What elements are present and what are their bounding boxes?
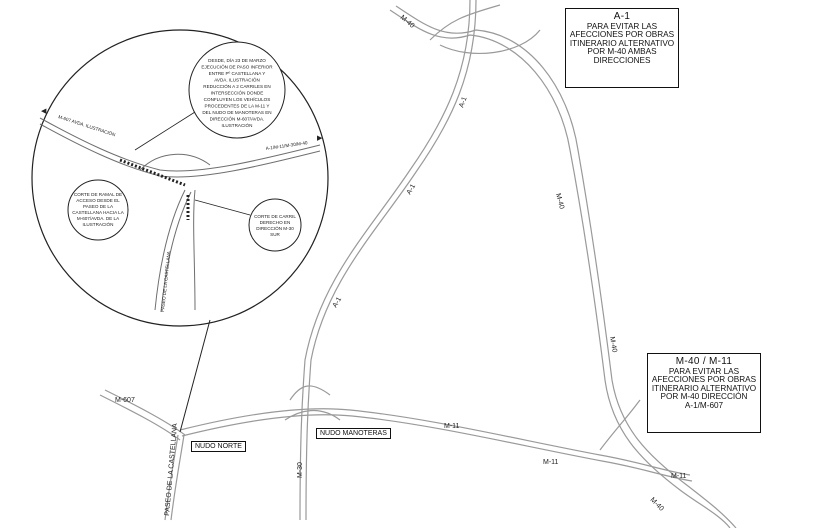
nudo-norte-label: NUDO NORTE	[191, 441, 246, 452]
legend-m40-line: A-1/M-607	[684, 400, 724, 410]
legend-m40-line: POR M-40 DIRECCIÓN	[660, 392, 748, 402]
callout-top-line: EJECUCIÓN DE PASO INFERIOR	[201, 64, 273, 70]
label-a1-mid: A-1	[405, 183, 418, 196]
callout-top-line: DIRECCIÓN M-607/AVDA.	[209, 116, 265, 122]
callout-top-line: AVDA. ILUSTRACIÓN	[214, 77, 260, 83]
legend-m40-title: M-40 / M-11	[675, 356, 733, 367]
callout-right-line: SUR	[270, 232, 280, 237]
callout-left-line: M-607/AVDA. DE LA	[76, 216, 120, 221]
nudo-manoteras-label: NUDO MANOTERAS	[316, 428, 391, 439]
callout-right-line: DIRECCIÓN M-30	[256, 226, 294, 231]
legend-m40-line: AFECCIONES POR OBRAS	[651, 375, 757, 385]
label-a1-low: A-1	[331, 296, 344, 309]
callout-left-line: CORTE DE RAMAL DE	[73, 192, 123, 197]
callout-right-line: DERECHO EN	[259, 220, 291, 225]
legend-a1-line: DIRECCIONES	[593, 55, 651, 65]
label-m40-mid: M-40	[554, 192, 565, 210]
callout-top-line: DESDE, DÍA 23 DE MARZO	[208, 58, 266, 63]
m40-road	[390, 5, 736, 528]
label-m11-3: M-11	[671, 473, 687, 480]
callout-top-line: ILUSTRACIÓN	[221, 123, 253, 128]
callout-top-line: REDUCCIÓN A 2 CARRILES EN	[203, 84, 271, 89]
callout-left-line: CASTELLANA HACIA LA	[72, 210, 124, 215]
label-castellana-main: PASEO DE LA CASTELLANA	[164, 423, 180, 517]
legend-a1-line: PARA EVITAR LAS	[586, 21, 658, 31]
label-m11-1: M-11	[444, 423, 460, 430]
callout-top-line: DEL NUDO DE MANOTERAS EN	[202, 110, 272, 115]
label-m11-2: M-11	[543, 459, 559, 466]
legend-m40-line: PARA EVITAR LAS	[668, 366, 740, 376]
m11-road	[180, 409, 692, 481]
legend-m40-line: ITINERARIO ALTERNATIVO	[651, 383, 757, 393]
label-m40-bottom: M-40	[648, 496, 665, 513]
callout-top-line: CONFLUYEN LOS VEHÍCULOS	[203, 97, 271, 102]
label-m607-avda: M-607 AVDA. ILUSTRACIÓN	[57, 114, 116, 138]
callout-top-line: PROCEDENTES DE LA M-11 Y	[204, 103, 270, 109]
manoteras-ramps	[285, 386, 640, 450]
label-a1-top: A-1	[458, 96, 469, 109]
label-a1-m11: A-1/M-11/M-30/M-40	[265, 140, 308, 151]
legend-a1-line: AFECCIONES POR OBRAS	[569, 30, 675, 40]
label-m40-top: M-40	[398, 14, 416, 30]
legend-a1	[565, 8, 679, 88]
label-castellana-detail: PASEO DE LA CASTELLANA	[160, 250, 172, 313]
callout-left-line: PASEO DE LA	[82, 204, 114, 209]
callout-right-line: CORTE DE CARRIL	[254, 214, 296, 219]
legend-a1-line: ITINERARIO ALTERNATIVO	[569, 38, 675, 48]
legend-a1-title: A-1	[613, 11, 631, 22]
arrow-right: ▶	[317, 135, 323, 142]
callout-left-line: ILUSTRACIÓN	[82, 222, 114, 227]
callout-top-line: INTERSECCIÓN DONDE	[210, 90, 264, 96]
label-m30: M-30	[297, 462, 304, 478]
callout-left-line: ACCESO DESDE EL	[76, 198, 120, 203]
a1-road	[300, 0, 476, 520]
label-m607: M-607	[115, 397, 135, 404]
label-m40-low: M-40	[608, 336, 618, 354]
legend-m40	[647, 353, 761, 433]
legend-a1-line: POR M-40 AMBAS	[587, 47, 657, 57]
arrow-left: ◀	[41, 108, 47, 115]
callout-top-line: ENTRE Pº CASTELLANA Y	[208, 71, 266, 76]
